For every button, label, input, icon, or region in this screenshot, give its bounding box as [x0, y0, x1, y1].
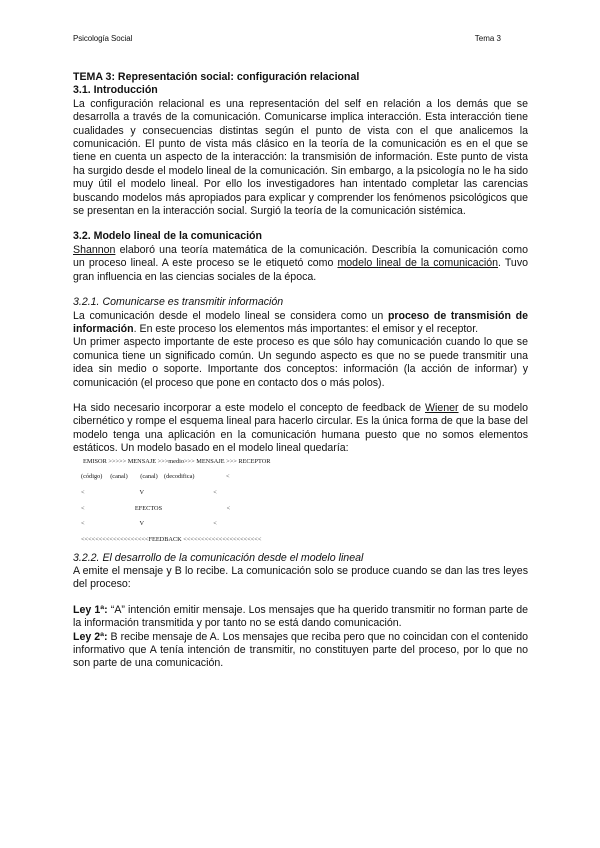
document-body — [73, 71, 528, 671]
section-3-2-1-paragraph-3: Ha sido necesario incorporar a este modelo el concepto de feedback de Wiener de su modelo cibernético y rompe el esquema lineal para hacerlo circular. Es la única forma de que la base del modelo tenga una aplicación en la comunicación humana puesto que no somos elementos estáticos. Un modelo basado en el modelo lineal quedaría: — [73, 401, 528, 455]
diagram-line-1: EMISOR >>>>> MENSAJE >>>medio>>> MENSAJE >>> RECEPTOR — [83, 457, 271, 465]
diagram-line-3: < V < — [81, 488, 217, 496]
law-1-label: Ley 1ª: — [73, 603, 108, 616]
page-header — [73, 34, 501, 46]
law-2-label: Ley 2ª: — [73, 630, 108, 643]
section-3-1-heading: 3.1. Introducción — [73, 84, 158, 97]
section-3-2-1-paragraph-2: Un primer aspecto importante de este proceso es que sólo hay comunicación cuando lo que se comunica tiene un significado común. Un segundo aspecto es que no se puede transmitir una idea sin medio o soporte. Importante dos conceptos: información (la acción de informar) y comunicación (el proceso que pone en contacto dos o más polos). — [73, 336, 528, 389]
section-3-1-body: La configuración relacional es una representación del self en relación a los demás que se desarrolla a través de la comunicación. Comunicarse implica interacción. Esta interacción tiene cualidades y consecuencias distintas según el punto de vista con el que analicemos la comunicación. El punto de vista más clásico en la teoría de la comunicación es en el que se tiene en cuenta un aspecto de la interacción: la transmisión de información. Este punto de vista ha surgido desde el modelo lineal de la comunicación. Sin embargo, a la psicología no le ha sido muy útil el modelo lineal. Por ello los investigadores han intentado completar las carencias buscando modelos más apropiados para explicar y comprender los fenómenos psicológicos que se presentan en la interacción social. Surgió la teoría de la comunicación sistémica. — [73, 97, 528, 218]
bold-term: proceso de transmisión de información — [73, 309, 529, 335]
diagram-line-6: <<<<<<<<<<<<<<<<<<<FEEDBACK <<<<<<<<<<<<<<<<<<<<<< — [81, 535, 262, 543]
page-title: TEMA 3: Representación social: configuración relacional — [73, 71, 360, 83]
communication-model-diagram — [77, 458, 528, 544]
law-1: Ley 1ª: “A” intención emitir mensaje. Los mensajes que ha querido transmitir no forman parte de la información transmitida y por tanto no se está dando comunicación. — [73, 603, 528, 630]
shannon-link: Shannon — [73, 243, 116, 256]
section-3-2-heading: 3.2. Modelo lineal de la comunicación — [73, 230, 262, 243]
section-3-2-2-intro: A emite el mensaje y B lo recibe. La comunicación solo se produce cuando se dan las tres leyes del proceso: — [73, 564, 528, 591]
section-3-2-2-heading: 3.2.2. El desarrollo de la comunicación desde el modelo lineal — [73, 551, 364, 564]
diagram-line-2: (código) (canal) (canal) (decodifica) < — [81, 472, 230, 480]
section-3-2-paragraph: Shannon elaboró una teoría matemática de la comunicación. Describía la comunicación como un proceso lineal. A este proceso se le etiquetó como modelo lineal de la comunicación. Tuvo gran influencia en las ciencias sociales de la época. — [73, 243, 529, 283]
header-subject: Psicología Social — [73, 34, 133, 43]
wiener-link: Wiener — [424, 401, 459, 414]
header-topic: Tema 3 — [474, 34, 501, 43]
section-3-2-1-heading: 3.2.1. Comunicarse es transmitir información — [73, 296, 284, 309]
diagram-line-4: < EFECTOS < — [81, 504, 231, 512]
linear-model-term: modelo lineal de la comunicación — [337, 257, 499, 270]
section-3-2-1-paragraph-1: La comunicación desde el modelo lineal se considera como un proceso de transmisión de información. En este proceso los elementos más importantes: el emisor y el receptor. — [73, 309, 529, 335]
law-2: Ley 2ª: B recibe mensaje de A. Los mensajes que reciba pero que no coincidan con el contenido informativo que A tenía intención de transmitir, no constituyen parte del proceso, por lo que no son parte de una comunicación. — [73, 630, 528, 670]
diagram-line-5: < V < — [81, 519, 217, 527]
